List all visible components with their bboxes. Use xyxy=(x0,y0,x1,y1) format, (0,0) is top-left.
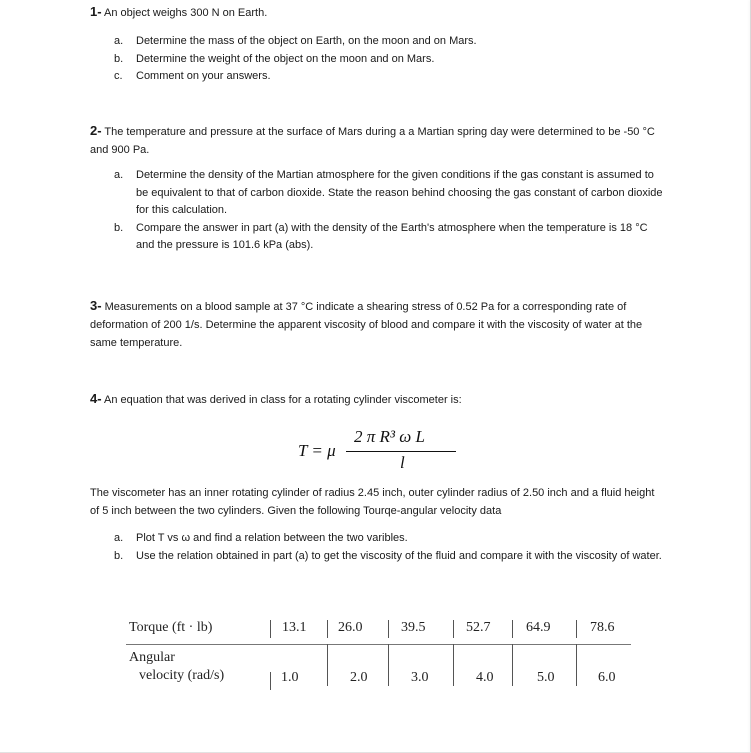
table-row-label-velocity: velocity (rad/s) xyxy=(139,668,225,683)
list-text: Plot T vs ω and find a relation between the two varibles. xyxy=(136,532,408,544)
question-2-text: The temperature and pressure at the surface of Mars during a a Martian spring day were determined to be -50 °C and 900 Pa. xyxy=(90,126,655,156)
question-3-number: 3- xyxy=(90,298,102,313)
table-cell-torque: 78.6 xyxy=(590,620,615,635)
question-1-number: 1- xyxy=(90,4,102,19)
table-cell-velocity: 4.0 xyxy=(476,670,494,685)
question-1-text: An object weighs 300 N on Earth. xyxy=(101,7,268,19)
question-3-stem xyxy=(90,297,665,352)
list-marker: b. xyxy=(114,549,124,562)
list-marker: a. xyxy=(114,169,124,181)
equation-lhs: T = μ xyxy=(298,441,336,460)
list-marker: b. xyxy=(114,221,124,234)
table-cell-torque: 64.9 xyxy=(526,620,551,635)
table-divider xyxy=(126,644,631,645)
table-row-label-torque: Torque (ft · lb) xyxy=(129,620,213,635)
question-2-parts xyxy=(90,167,665,255)
table-cell-torque: 13.1 xyxy=(282,620,307,635)
table-cell-torque: 52.7 xyxy=(466,620,491,635)
question-1-parts xyxy=(90,33,650,86)
list-marker: c. xyxy=(114,70,123,82)
list-item xyxy=(90,220,665,255)
list-item xyxy=(90,68,650,86)
table-cell-velocity: 2.0 xyxy=(350,670,368,685)
viscometer-equation xyxy=(298,428,478,478)
question-4-text: An equation that was derived in class for a rotating cylinder viscometer is: xyxy=(101,394,462,406)
table-cell-velocity: 6.0 xyxy=(598,670,616,685)
list-item xyxy=(90,548,665,566)
list-marker: b. xyxy=(114,52,124,65)
table-row-label-angular: Angular xyxy=(129,650,175,665)
table-cell-velocity: 1.0 xyxy=(281,670,299,685)
list-item xyxy=(90,51,650,69)
question-1 xyxy=(90,3,477,82)
list-item xyxy=(90,33,650,51)
table-separator xyxy=(388,620,389,638)
question-1-stem xyxy=(90,3,267,22)
question-4-details xyxy=(90,484,665,565)
question-4 xyxy=(90,390,665,409)
table-cell-torque: 26.0 xyxy=(338,620,363,635)
question-2 xyxy=(90,122,665,255)
question-3-text: Measurements on a blood sample at 37 °C indicate a shearing stress of 0.52 Pa for a corresponding rate of deformation of 200 1/s. Determine the apparent viscosity of blood and compare it with the viscosity of water at the same temperature. xyxy=(90,301,643,349)
question-4-number: 4- xyxy=(90,391,102,406)
question-4-parts xyxy=(90,530,665,565)
table-cell-torque: 39.5 xyxy=(401,620,426,635)
equation-numerator: 2 π R³ ω L xyxy=(354,427,425,446)
table-cell-velocity: 3.0 xyxy=(411,670,429,685)
list-text: Determine the weight of the object on the moon and on Mars. xyxy=(136,52,435,65)
list-text: Compare the answer in part (a) with the density of the Earth's atmosphere when the temperature is 18 °C and the pressure is 101.6 kPa (abs). xyxy=(136,221,648,251)
list-item xyxy=(90,167,665,220)
list-marker: a. xyxy=(114,35,124,47)
question-4-stem xyxy=(90,390,665,409)
question-3 xyxy=(90,297,665,352)
list-text: Comment on your answers. xyxy=(136,70,271,82)
table-separator xyxy=(270,620,271,638)
fraction-bar xyxy=(346,451,456,452)
table-separator xyxy=(576,620,577,638)
torque-velocity-table xyxy=(126,612,646,702)
list-item xyxy=(90,530,665,548)
list-text: Use the relation obtained in part (a) to get the viscosity of the fluid and compare it with the viscosity of water. xyxy=(136,549,662,562)
table-separator xyxy=(453,620,454,638)
list-marker: a. xyxy=(114,532,124,544)
question-2-number: 2- xyxy=(90,123,102,138)
question-2-stem xyxy=(90,122,665,159)
equation-denominator: l xyxy=(400,453,405,472)
table-separator xyxy=(270,672,271,690)
list-text: Determine the density of the Martian atmosphere for the given conditions if the gas constant is assumed to be equivalent to that of carbon dioxide. State the reason behind choosing the gas constant of carbon dioxide for this calculation. xyxy=(136,169,663,216)
list-text: Determine the mass of the object on Earth, on the moon and on Mars. xyxy=(136,35,477,47)
question-4-paragraph: The viscometer has an inner rotating cylinder of radius 2.45 inch, outer cylinder radius of 2.50 inch and a fluid height of 5 inch between the two cylinders. Given the following Tourqe-angular velocity data xyxy=(90,487,655,517)
table-cell-velocity: 5.0 xyxy=(537,670,555,685)
